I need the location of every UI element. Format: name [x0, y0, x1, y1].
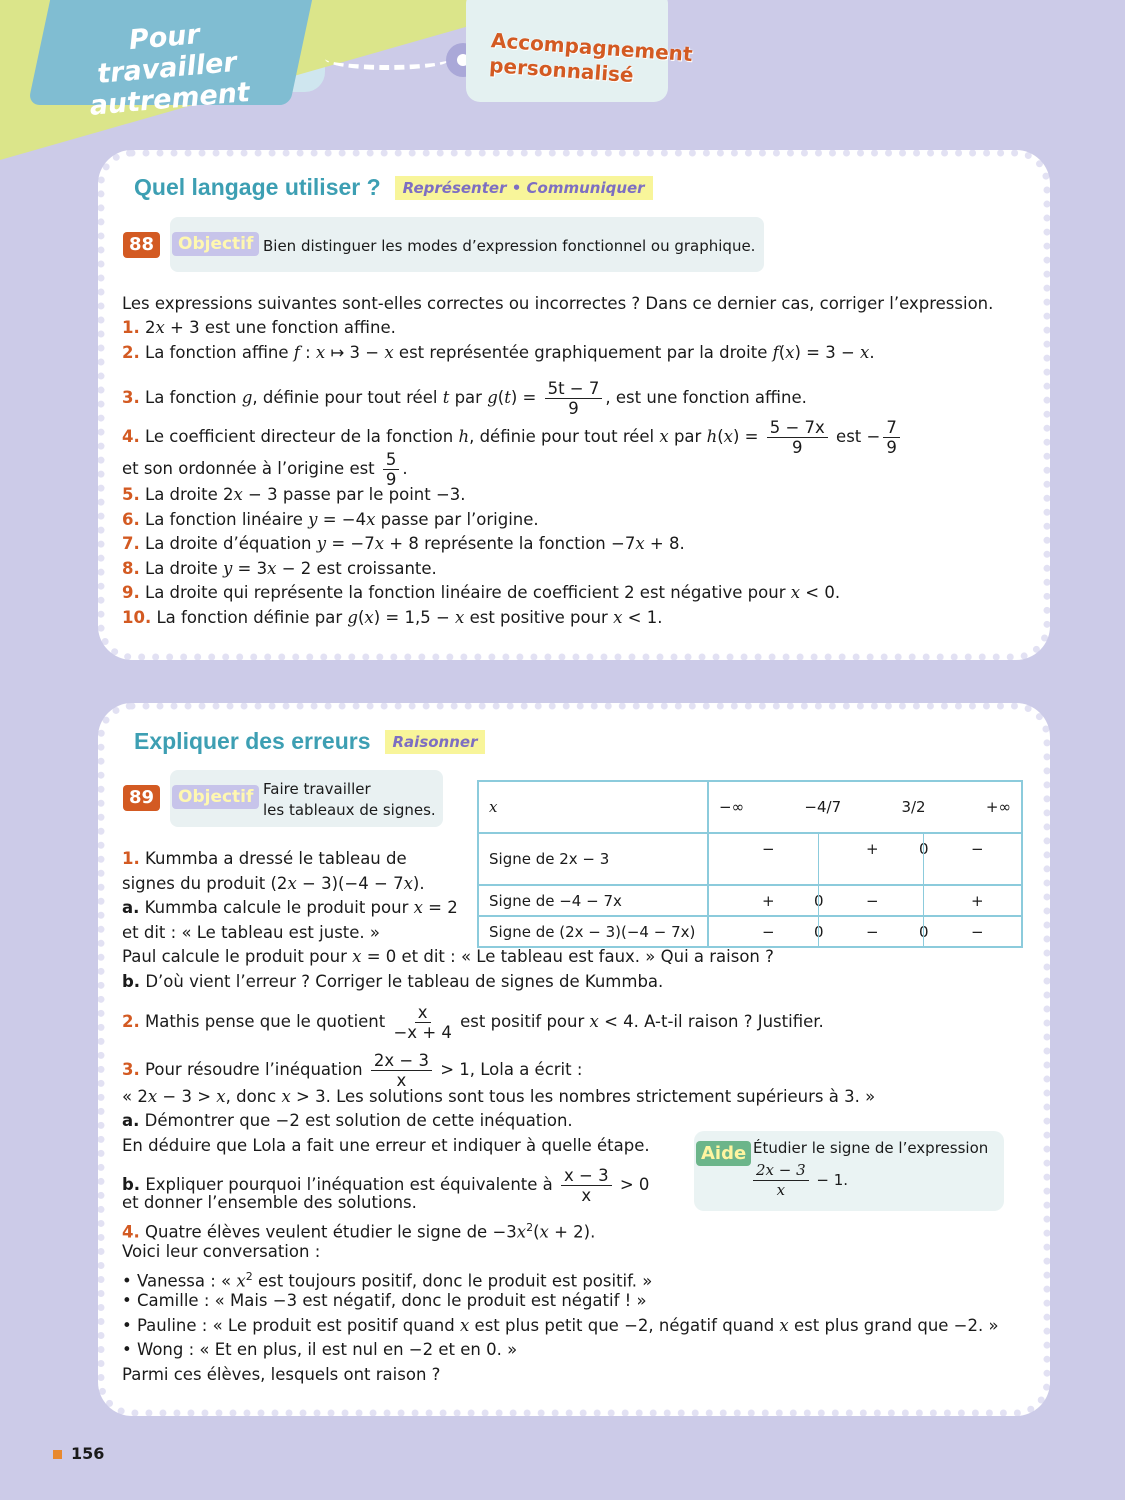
exercise-number: 89 [123, 785, 160, 811]
question-item [122, 342, 875, 364]
question-text [122, 946, 774, 968]
item-number: 3. [122, 1060, 140, 1079]
text-run: = 0 et dit : « Le tableau est faux. » Qui a raison ? [361, 947, 774, 966]
text-run: < 1. [622, 608, 663, 627]
question-subitem [122, 971, 663, 993]
frac-den: 9 [568, 399, 579, 418]
math-variable: t [442, 388, 450, 407]
fraction [545, 379, 603, 418]
text-run: • Camille : « Mais −3 est négatif, donc le produit est négatif ! » [122, 1291, 647, 1310]
header-dashed-path [325, 48, 450, 70]
table-divider [818, 915, 819, 948]
item-number: 8. [122, 559, 140, 578]
math-variable: g [241, 388, 253, 407]
row-signs [708, 916, 1022, 947]
plus-infinity: +∞ [985, 798, 1011, 816]
math-variable: y [316, 534, 327, 553]
sign-cell: − [971, 840, 984, 858]
text-run: , définie pour tout réel [252, 388, 443, 407]
question-text [122, 1241, 320, 1263]
table-row [478, 833, 1022, 885]
text-run: La droite 2 [139, 485, 234, 504]
text-run: Kummba a dressé le tableau de [139, 849, 407, 868]
item-number: 1. [122, 849, 140, 868]
question-item [122, 848, 407, 870]
question-subitem [122, 897, 458, 919]
text-run: La fonction définie par [151, 608, 348, 627]
exponent: 2 [526, 1221, 534, 1234]
text-run: ( [357, 608, 365, 627]
frac-num: 2x − 3 [371, 1051, 432, 1071]
math-variable: x [366, 510, 376, 529]
table-divider [923, 915, 924, 948]
text-run: ( [497, 388, 505, 407]
frac-den: x [776, 1181, 786, 1199]
math-variable: h [706, 427, 718, 446]
math-variable: x [364, 608, 374, 627]
text-run: Kummba calcule le produit pour [139, 898, 414, 917]
frac-num: 2x − 3 [753, 1161, 809, 1181]
text-run: 2 [139, 318, 156, 337]
frac-den: 9 [792, 438, 803, 457]
text-run: signes du produit (2 [122, 874, 288, 893]
text-run: • Pauline : « Le produit est positif quand [122, 1316, 460, 1335]
math-variable: y [308, 510, 318, 529]
text-run: La fonction linéaire [139, 510, 309, 529]
text-run: passe par l’origine. [375, 510, 539, 529]
math-variable: x [779, 1316, 789, 1335]
question-text [122, 1135, 650, 1157]
question-item [122, 1217, 595, 1244]
text-run: est − [830, 427, 881, 446]
question-item [122, 1003, 824, 1042]
fraction [767, 418, 828, 457]
skill-tag: Raisonner [385, 730, 486, 754]
objectif-text-line: les tableaux de signes. [263, 801, 436, 819]
text-run: − 2 est croissante. [276, 559, 437, 578]
question-item [122, 582, 840, 604]
math-variable: x [459, 1316, 470, 1335]
subitem-letter: a. [122, 1111, 140, 1130]
math-variable: x [659, 427, 669, 446]
sign-cell: − [762, 840, 775, 858]
text-run: D’où vient l’erreur ? Corriger le tableau de signes de Kummba. [140, 972, 664, 991]
frac-num: x − 3 [561, 1166, 612, 1186]
aide-expression-tail: − 1. [811, 1171, 849, 1189]
math-variable: y [222, 559, 233, 578]
sign-cell: + [971, 892, 984, 910]
question-item [122, 558, 437, 580]
text-run: et donner l’ensemble des solutions. [122, 1193, 417, 1212]
text-run: = −7 [326, 534, 375, 553]
item-number: 7. [122, 534, 140, 553]
text-run: ) = [510, 388, 542, 407]
sign-cell: 0 [814, 892, 824, 910]
page-number: 156 [53, 1444, 104, 1463]
math-variable: t [504, 388, 511, 407]
math-variable: g [487, 388, 498, 407]
item-number: 5. [122, 485, 140, 504]
math-variable: g [347, 608, 358, 627]
section-header [134, 728, 485, 755]
sign-table [477, 780, 1023, 948]
frac-den: −x + 4 [393, 1023, 452, 1042]
question-subitem [122, 1110, 573, 1132]
question-text [122, 873, 425, 895]
table-header-row [478, 781, 1022, 833]
quote-item [122, 1290, 647, 1312]
math-variable: x [287, 874, 297, 893]
sign-cell: − [866, 923, 879, 941]
text-run: , définie pour tout réel [469, 427, 660, 446]
text-run: : [299, 343, 316, 362]
text-run: Paul calcule le produit pour [122, 947, 353, 966]
table-row [478, 916, 1022, 947]
text-run: est plus grand que −2. » [788, 1316, 999, 1335]
text-run: − 3 passe par le point −3. [242, 485, 466, 504]
frac-num: 5 − 7x [767, 418, 828, 438]
text-run: Pour résoudre l’inéquation [139, 1060, 368, 1079]
objectif-text: Bien distinguer les modes d’expression fonctionnel ou graphique. [263, 237, 756, 255]
text-run: = −4 [317, 510, 367, 529]
row-label: Signe de (2x − 3)(−4 − 7x) [478, 916, 708, 947]
text-run: < 0. [800, 583, 841, 602]
text-run: Expliquer pourquoi l’inéquation est équivalente à [140, 1175, 558, 1194]
item-number: 10. [122, 608, 152, 627]
text-run: est plus petit que −2, négatif quand [469, 1316, 780, 1335]
aide-label: Aide [696, 1141, 751, 1166]
text-run: En déduire que Lola a fait une erreur et indiquer à quelle étape. [122, 1136, 650, 1155]
math-variable: x [860, 343, 870, 362]
math-variable: x [236, 1271, 246, 1291]
math-variable: f [293, 343, 300, 362]
quote-item [122, 1266, 652, 1293]
text-run: La droite qui représente la fonction linéaire de coefficient 2 est négative pour [139, 583, 791, 602]
math-variable: x [589, 1012, 599, 1031]
text-run: La droite d’équation [139, 534, 317, 553]
item-number: 3. [122, 388, 140, 407]
question-text [122, 1086, 875, 1108]
question-text [122, 922, 380, 944]
table-header-x: x [478, 781, 708, 833]
math-variable: x [539, 1222, 549, 1242]
text-run: Démontrer que −2 est solution de cette inéquation. [139, 1111, 573, 1130]
row-label: Signe de 2x − 3 [478, 833, 708, 885]
header-subtitle: Accompagnement personnalisé [488, 28, 694, 88]
text-run: ( [778, 343, 786, 362]
section-heading: Expliquer des erreurs [134, 728, 371, 754]
frac-num: 7 [883, 418, 900, 438]
math-variable: x [613, 608, 623, 627]
text-run: + 8 représente la fonction −7 [384, 534, 636, 553]
text-run: + 8. [644, 534, 685, 553]
skill-tag: Représenter • Communiquer [395, 176, 653, 200]
section-header [134, 174, 653, 201]
frac-num: 5 [383, 450, 400, 470]
text-run: + 3 est une fonction affine. [164, 318, 396, 337]
item-number: 1. [122, 318, 140, 337]
math-variable: x [384, 343, 394, 362]
fraction [371, 1051, 432, 1090]
table-divider [818, 832, 819, 886]
text-run: < 4. A-t-il raison ? Justifier. [598, 1012, 824, 1031]
question-item [122, 607, 662, 629]
text-run: ) = [732, 427, 764, 446]
question-item [122, 509, 539, 531]
math-variable: x [790, 583, 801, 602]
row-label: Signe de −4 − 7x [478, 885, 708, 916]
text-run: ). [412, 874, 425, 893]
table-divider [923, 832, 924, 886]
text-run: − 3 > [157, 1087, 217, 1106]
math-variable: x [374, 534, 385, 553]
sign-cell: + [762, 892, 775, 910]
text-run: , donc [225, 1087, 282, 1106]
text-run: est positive pour [464, 608, 614, 627]
text-run: + 2). [548, 1222, 596, 1242]
question-item [122, 379, 807, 418]
critical-value-2: 3/2 [901, 798, 926, 816]
item-number: 2. [122, 343, 140, 362]
math-variable: h [458, 427, 470, 446]
question-item [122, 484, 466, 506]
text-run: > 0 [614, 1175, 650, 1194]
math-variable: x [352, 947, 362, 966]
text-run: Les expressions suivantes sont-elles correctes ou incorrectes ? Dans ce dernier cas, corriger l’expression. [122, 294, 994, 313]
quote-item [122, 1315, 999, 1337]
sign-cell: − [971, 923, 984, 941]
quote-item [122, 1339, 517, 1361]
text-run: La fonction affine [139, 343, 294, 362]
text-run: • Wong : « Et en plus, il est nul en −2 et en 0. » [122, 1340, 518, 1359]
exponent: 2 [245, 1270, 253, 1283]
frac-den: 9 [886, 438, 897, 457]
sign-cell: − [866, 892, 879, 910]
text-run: ( [717, 427, 724, 446]
text-run: − 3)(−4 − 7 [296, 874, 404, 893]
math-variable: x [516, 1222, 527, 1242]
question-item [122, 1051, 582, 1090]
text-run: ( [533, 1222, 540, 1242]
sign-cell: + [866, 840, 879, 858]
math-variable: x [267, 559, 277, 578]
fraction [393, 1003, 451, 1042]
math-variable: x [635, 534, 645, 553]
text-run: et son ordonnée à l’origine est [122, 459, 380, 478]
math-variable: x [155, 318, 165, 337]
item-number: 6. [122, 510, 140, 529]
text-run: Voici leur conversation : [122, 1242, 321, 1261]
sign-cell: 0 [919, 840, 929, 858]
table-divider [818, 884, 819, 917]
item-number: 9. [122, 583, 140, 602]
math-variable: x [315, 343, 326, 362]
text-run: • Vanessa : « [122, 1271, 237, 1291]
math-variable: x [281, 1087, 291, 1106]
fraction [883, 418, 900, 457]
exercise-number: 88 [123, 232, 160, 258]
math-variable: x [233, 485, 243, 504]
math-variable: x [455, 608, 465, 627]
text-run: est positif pour [454, 1012, 590, 1031]
text-run: ↦ 3 − [325, 343, 385, 362]
text-run: , est une fonction affine. [605, 388, 807, 407]
text-run: Le coefficient directeur de la fonction [139, 427, 459, 446]
question-item [122, 533, 685, 555]
frac-den: x [396, 1071, 407, 1090]
text-run: est représentée graphiquement par la droite [393, 343, 773, 362]
math-variable: x [216, 1087, 226, 1106]
objectif-label: Objectif [172, 785, 259, 809]
sign-cell: 0 [919, 923, 929, 941]
text-run: par [449, 388, 488, 407]
math-variable: x [413, 898, 423, 917]
sign-cell: − [762, 923, 775, 941]
exercise-intro [122, 293, 993, 315]
question-item [122, 317, 396, 339]
critical-value-1: −4/7 [804, 798, 842, 816]
aide-expression [750, 1161, 848, 1200]
subitem-letter: a. [122, 898, 140, 917]
math-variable: x [723, 427, 733, 446]
math-variable: f [772, 343, 779, 362]
text-run: et dit : « Le tableau est juste. » [122, 923, 380, 942]
question-text [122, 1364, 440, 1386]
objectif-label: Objectif [172, 232, 259, 256]
text-run: est toujours positif, donc le produit est positif. » [252, 1271, 653, 1291]
fraction [561, 1166, 612, 1205]
objectif-text-line: Faire travailler [263, 780, 371, 798]
math-variable: x [403, 874, 413, 893]
text-run: La droite [139, 559, 223, 578]
subitem-letter: b. [122, 1175, 141, 1194]
item-number: 4. [122, 1222, 140, 1242]
text-run: > 3. Les solutions sont tous les nombres strictement supérieurs à 3. » [290, 1087, 876, 1106]
math-variable: x [147, 1087, 158, 1106]
objectif-text [263, 779, 436, 821]
text-run: Parmi ces élèves, lesquels ont raison ? [122, 1365, 441, 1384]
frac-num: x [415, 1003, 431, 1023]
aide-text: Étudier le signe de l’expression [753, 1139, 989, 1157]
frac-den: x [581, 1186, 592, 1205]
text-run: . [402, 459, 408, 478]
text-run: Quatre élèves veulent étudier le signe de −3 [139, 1222, 517, 1242]
text-run: par [668, 427, 707, 446]
text-run: = 2 [422, 898, 458, 917]
text-run: ) = 1,5 − [373, 608, 456, 627]
section-heading: Quel langage utiliser ? [134, 174, 381, 200]
table-divider [923, 884, 924, 917]
table-row [478, 885, 1022, 916]
text-run: . [869, 343, 875, 362]
text-run: ) = 3 − [794, 343, 861, 362]
table-header-values [708, 781, 1022, 833]
sign-cell: 0 [814, 923, 824, 941]
minus-infinity: −∞ [719, 798, 745, 816]
frac-num: 5t − 7 [545, 379, 603, 399]
text-run: « 2 [122, 1087, 148, 1106]
text-run: = 3 [232, 559, 268, 578]
item-number: 4. [122, 427, 140, 446]
text-run: > 1, Lola a écrit : [434, 1060, 583, 1079]
subitem-letter: b. [122, 972, 141, 991]
text-run: La fonction [139, 388, 242, 407]
math-variable: x [785, 343, 795, 362]
frac-den: 9 [385, 470, 397, 489]
text-run: Mathis pense que le quotient [139, 1012, 391, 1031]
header-title: Pour travailler autrement [88, 19, 252, 122]
row-signs [708, 833, 1022, 885]
row-signs [708, 885, 1022, 916]
item-number: 2. [122, 1012, 140, 1031]
question-text [122, 1192, 417, 1214]
